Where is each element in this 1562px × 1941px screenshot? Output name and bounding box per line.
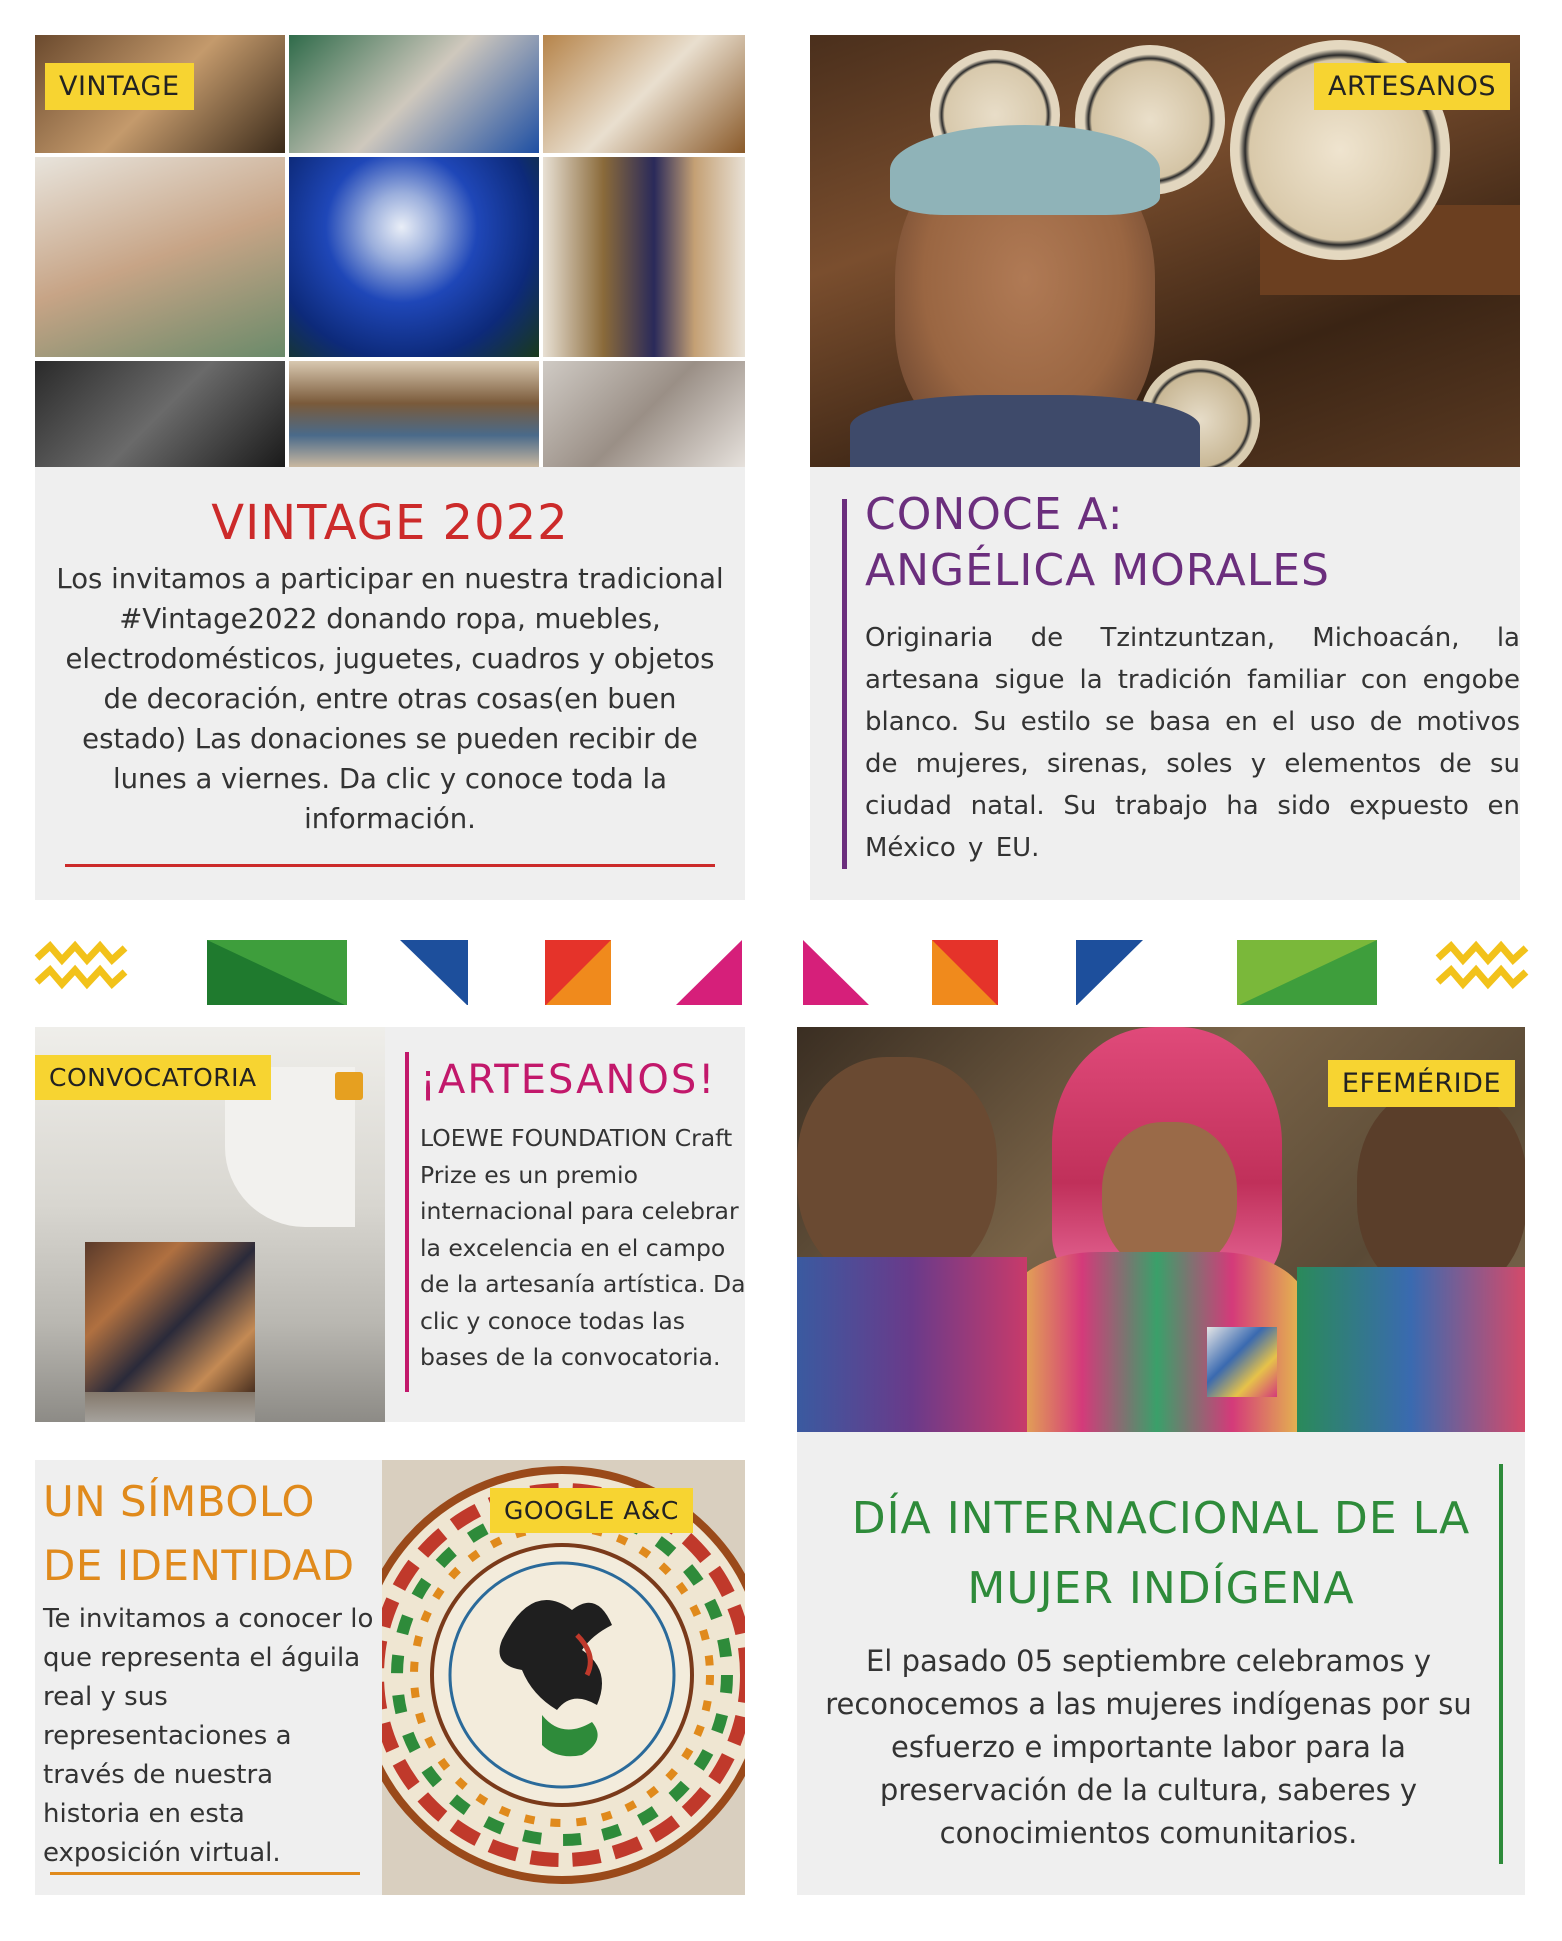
convocatoria-accent-bar bbox=[405, 1052, 409, 1392]
craft-cube bbox=[85, 1242, 255, 1392]
left-woman-head bbox=[797, 1057, 997, 1287]
vintage-collage-image[interactable] bbox=[35, 35, 745, 467]
simbolo-title bbox=[43, 1470, 355, 1598]
efemeride-title-line1: DÍA INTERNACIONAL DE LA bbox=[851, 1493, 1471, 1544]
indigenous-women-image[interactable] bbox=[797, 1027, 1525, 1432]
vintage-title: VINTAGE 2022 bbox=[211, 495, 569, 551]
small-orange-object bbox=[335, 1072, 363, 1100]
vintage-card[interactable] bbox=[35, 467, 745, 900]
right-woman-blouse bbox=[1297, 1267, 1525, 1432]
artesanos-body: Originaria de Tzintzuntzan, Michoacán, la artesana sigue la tradición familiar con engobe blanco. Su estilo se basa en el uso de motivos de mujeres, sirenas, soles y elementos de su ciudad natal. Su trabajo ha sido expuesto en México y EU. bbox=[865, 623, 1520, 863]
cube-reflection bbox=[85, 1392, 255, 1422]
artesanos-title bbox=[865, 487, 1330, 599]
simbolo-tag: GOOGLE A&C bbox=[490, 1488, 693, 1533]
zigzag-left-icon bbox=[37, 946, 125, 984]
decorative-strip bbox=[0, 930, 1562, 1005]
collage-cell bbox=[35, 157, 285, 357]
simbolo-title-line1: UN SÍMBOLO bbox=[43, 1477, 315, 1526]
artesanos-title-line2: ANGÉLICA MORALES bbox=[865, 545, 1330, 596]
collage-cell bbox=[289, 157, 539, 357]
green-block-right bbox=[1237, 940, 1377, 1005]
craft-prize-image[interactable] bbox=[35, 1027, 385, 1422]
right-woman-head bbox=[1357, 1087, 1525, 1297]
magenta-triangle-right bbox=[803, 940, 870, 1005]
collage-cell bbox=[543, 361, 745, 467]
collage-cell bbox=[289, 361, 539, 467]
efemeride-tag: EFEMÉRIDE bbox=[1328, 1060, 1515, 1107]
artesanos-tag: ARTESANOS bbox=[1314, 63, 1510, 110]
efemeride-title-line2: MUJER INDÍGENA bbox=[967, 1563, 1355, 1614]
blue-triangle-right bbox=[1076, 940, 1143, 1005]
artesanos-title-line1: CONOCE A: bbox=[865, 489, 1124, 540]
artesanos-card[interactable] bbox=[810, 467, 1520, 900]
convocatoria-tag: CONVOCATORIA bbox=[35, 1055, 271, 1100]
collage-cell bbox=[289, 35, 539, 153]
collage-cell bbox=[543, 35, 745, 153]
orange-red-square bbox=[932, 940, 998, 1005]
person-shawl bbox=[850, 395, 1200, 467]
convocatoria-card[interactable] bbox=[35, 1027, 745, 1422]
convocatoria-title: ¡ARTESANOS! bbox=[420, 1057, 717, 1103]
red-orange-square bbox=[545, 940, 611, 1005]
convocatoria-body: LOEWE FOUNDATION Craft Prize es un premio internacional para celebrar la excelencia en el campo de la artesanía artística. Da clic y conoce todas las bases de la convocatoria. bbox=[420, 1124, 745, 1371]
green-block-left bbox=[207, 940, 347, 1005]
vintage-tag: VINTAGE bbox=[45, 63, 194, 110]
vintage-underline bbox=[65, 864, 715, 867]
woman-face bbox=[1102, 1122, 1237, 1272]
collage-cell bbox=[35, 361, 285, 467]
blue-triangle bbox=[400, 940, 468, 1005]
artisan-portrait-image[interactable] bbox=[810, 35, 1520, 467]
magenta-triangle-left bbox=[675, 940, 742, 1005]
person-hair bbox=[890, 125, 1160, 215]
left-woman-blouse bbox=[797, 1257, 1027, 1432]
embroidery-piece bbox=[1207, 1327, 1277, 1397]
talavera-plate-image[interactable] bbox=[382, 1460, 745, 1895]
artesanos-accent-bar bbox=[842, 499, 847, 869]
simbolo-title-line2: DE IDENTIDAD bbox=[43, 1541, 355, 1590]
efemeride-body: El pasado 05 septiembre celebramos y reconocemos a las mujeres indígenas por su esfuerzo e importante labor para la preservación de la cultura, saberes y conocimientos comunitarios. bbox=[825, 1644, 1472, 1850]
simbolo-card[interactable] bbox=[35, 1460, 745, 1895]
collage-cell bbox=[543, 157, 745, 357]
efemeride-title bbox=[797, 1484, 1525, 1624]
simbolo-underline bbox=[50, 1872, 360, 1875]
efemeride-card[interactable] bbox=[797, 1432, 1525, 1895]
zigzag-right-icon bbox=[1438, 946, 1526, 984]
simbolo-body: Te invitamos a conocer lo que representa el águila real y sus representaciones a través de nuestra historia en esta exposición virtual. bbox=[43, 1604, 374, 1868]
vintage-body: Los invitamos a participar en nuestra tradicional #Vintage2022 donando ropa, muebles, electrodomésticos, juguetes, cuadros y objetos de decoración, entre otras cosas(en buen estado) Las donaciones se pueden recibir de lunes a viernes. Da clic y conoce toda la información. bbox=[56, 563, 724, 835]
